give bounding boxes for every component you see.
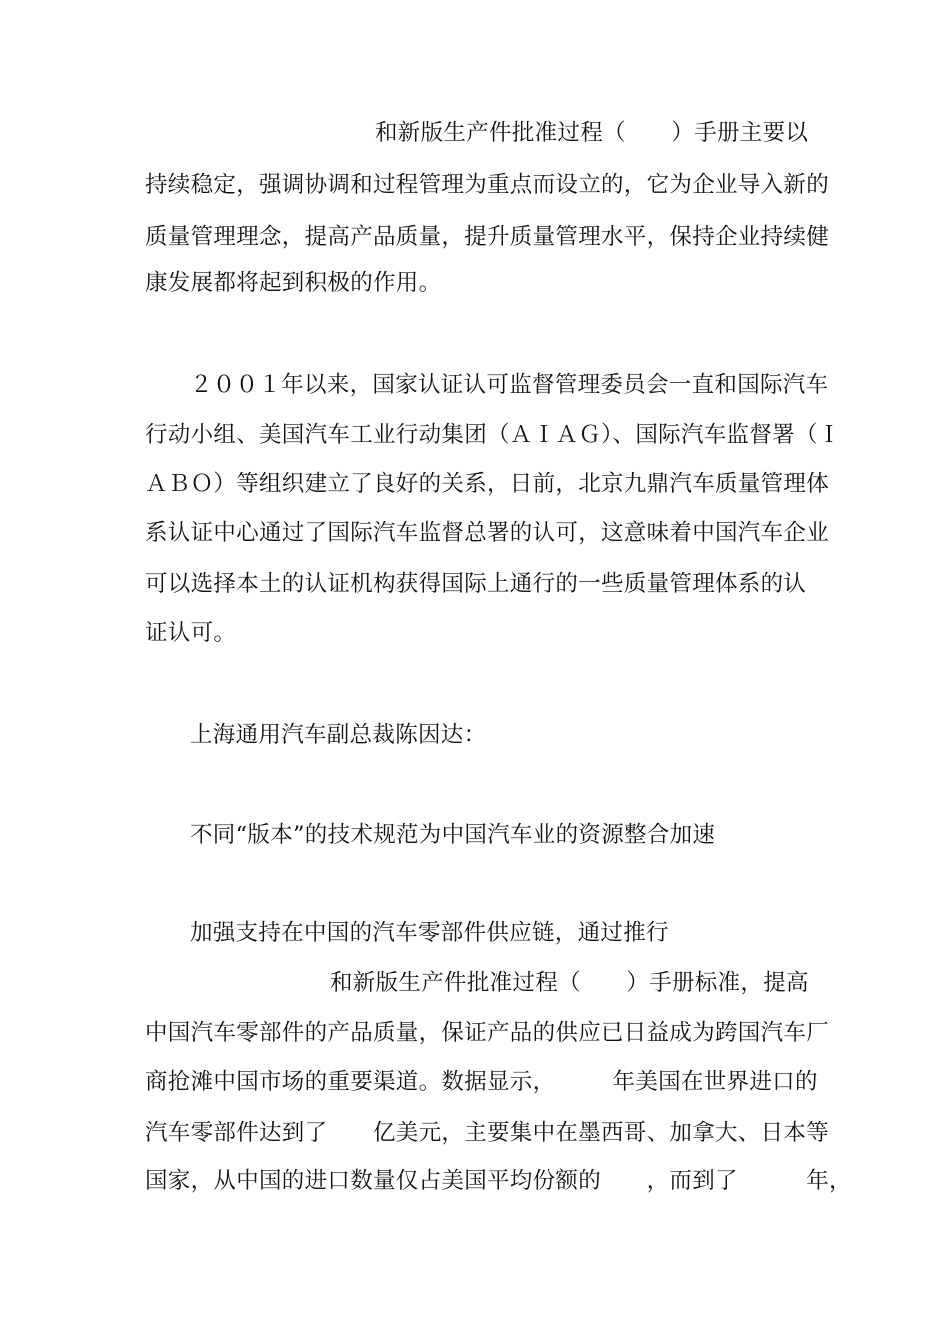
paragraph-4-line-1: 不同“版本”的技术规范为中国汽车业的资源整合加速 (190, 822, 716, 848)
paragraph-5-line-6: 国家，从中国的进口数量仅占美国平均份额的 ，而到了 年， (145, 1168, 852, 1194)
paragraph-2-line-3: ＡＢＯ）等组织建立了良好的关系，日前，北京九鼎汽车质量管理体 (145, 471, 830, 497)
paragraph-2-line-2: 行动小组、美国汽车工业行动集团（ＡＩＡＧ）、国际汽车监督署（Ｉ (145, 422, 841, 448)
paragraph-3-line-1: 上海通用汽车副总裁陈因达： (190, 722, 487, 748)
paragraph-2-line-4: 系认证中心通过了国际汽车监督总署的认可，这意味着中国汽车企业 (145, 520, 830, 546)
paragraph-5-line-5: 汽车零部件达到了 亿美元，主要集中在墨西哥、加拿大、日本等 (145, 1120, 830, 1146)
paragraph-1-line-1: 和新版生产件批准过程（ ）手册主要以 (375, 120, 809, 146)
paragraph-2-line-6: 证认可。 (145, 620, 237, 646)
paragraph-5-line-2: 和新版生产件批准过程（ ）手册标准，提高 (330, 970, 809, 996)
paragraph-5-line-3: 中国汽车零部件的产品质量，保证产品的供应已日益成为跨国汽车厂 (145, 1020, 830, 1046)
paragraph-1-line-2: 持续稳定，强调协调和过程管理为重点而设立的，它为企业导入新的 (145, 172, 830, 198)
paragraph-5-line-1: 加强支持在中国的汽车零部件供应链，通过推行 (190, 920, 669, 946)
paragraph-2-line-5: 可以选择本土的认证机构获得国际上通行的一些质量管理体系的认 (145, 571, 807, 597)
paragraph-1-line-3: 质量管理理念，提高产品质量，提升质量管理水平，保持企业持续健 (145, 224, 830, 250)
paragraph-1-line-4: 康发展都将起到积极的作用。 (145, 270, 442, 296)
paragraph-2-line-1: ２００１年以来，国家认证认可监督管理委员会一直和国际汽车 (190, 372, 829, 398)
paragraph-5-line-4: 商抢滩中国市场的重要渠道。数据显示， 年美国在世界进口的 (145, 1069, 818, 1095)
